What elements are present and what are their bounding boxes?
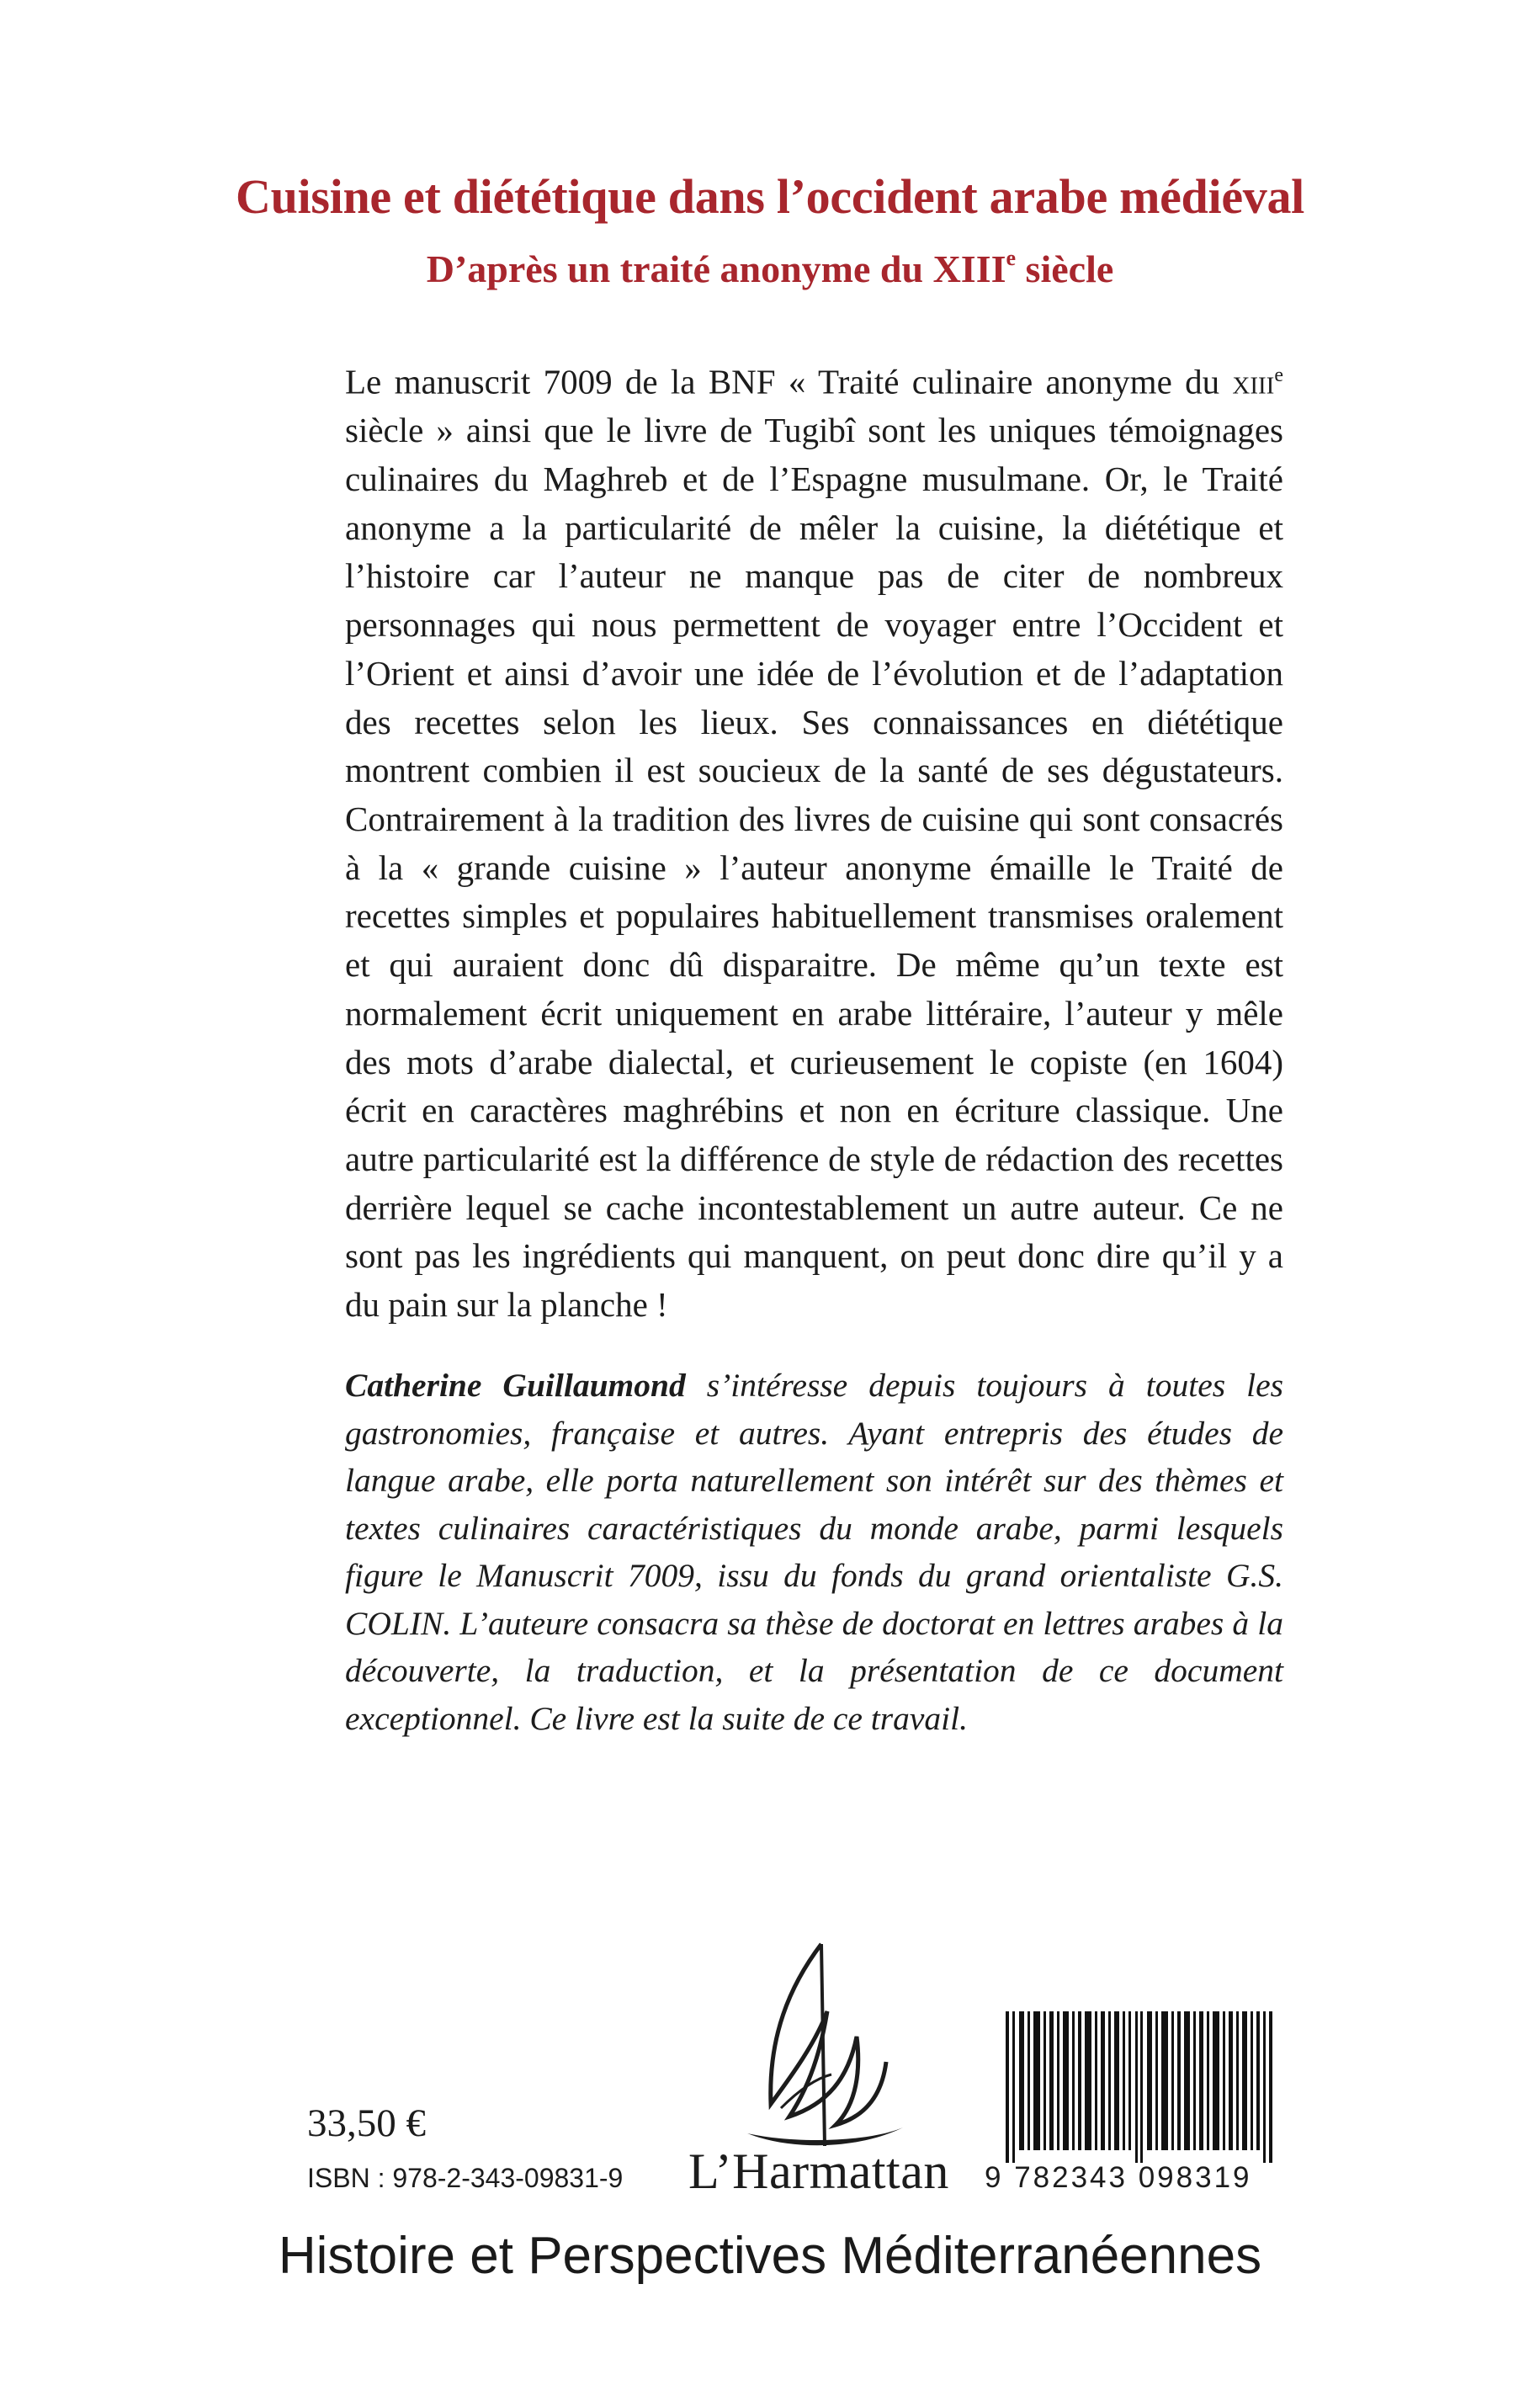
summary-century-sup: e bbox=[1274, 364, 1283, 386]
summary-start: Le manuscrit 7009 de la BNF « Traité culinaire anonyme du bbox=[345, 362, 1233, 401]
book-subtitle bbox=[0, 246, 1540, 291]
book-title: Cuisine et diététique dans l’occident arabe médiéval bbox=[236, 169, 1304, 224]
subtitle-main: D’après un traité anonyme du XIII bbox=[426, 247, 1006, 290]
price: 33,50 € bbox=[307, 2101, 426, 2145]
isbn: ISBN : 978-2-343-09831-9 bbox=[307, 2163, 624, 2193]
author-name: Catherine Guillaumond bbox=[345, 1367, 686, 1404]
subtitle-superscript: e bbox=[1006, 246, 1017, 270]
summary-rest: siècle » ainsi que le livre de Tugibî sont les uniques témoignages culinaires du Maghreb et de l’Espagne musulmane. Or, le Traité anonyme a la particularité de mêler la cuisine, la diététique et l’histoire car l’auteur ne manque pas de citer de nombreux personnages qui nous permettent de voyager entre l’Occident et l’Orient et ainsi d’avoir une idée de l’évolution et de l’adaptation des recettes selon les lieux. Ses connaissances en diététique montrent combien il est soucieux de la santé de ses dégustateurs. Contrairement à la tradition des livres de cuisine qui sont consacrés à la « grande cuisine » l’auteur anonyme émaille le Traité de recettes simples et populaires habituellement transmises oralement et qui auraient donc dû disparaitre. De même qu’un texte est normalement écrit uniquement en arabe littéraire, l’auteur y mêle des mots d’arabe dialectal, et curieusement le copiste (en 1604) écrit en caractères maghrébins et non en écriture classique. Une autre particularité est la différence de style de rédaction des recettes derrière lequel se cache incontestablement un autre auteur. Ce ne sont pas les ingrédients qui manquent, on peut donc dire qu’il y a du pain sur la planche ! bbox=[345, 411, 1283, 1325]
author-bio bbox=[345, 1362, 1283, 1742]
barcode-digits: 9 782343 098319 bbox=[985, 2161, 1252, 2194]
barcode-icon bbox=[1006, 2011, 1273, 2163]
summary-paragraph bbox=[345, 352, 1283, 1330]
collection-name: Histoire et Perspectives Méditerranéennes bbox=[278, 2227, 1262, 2285]
author-bio-text: s’intéresse depuis toujours à toutes les gastronomies, française et autres. Ayant entrepris des études de langue arabe, elle porta naturellement son intérêt sur des thèmes et textes culinaires caractéristiques du monde arabe, parmi lesquels figure le Manuscrit 7009, issu du fonds du grand orientaliste G.S. COLIN. L’auteure consacra sa thèse de doctorat en lettres arabes à la découverte, la traduction, et la présentation de ce document exceptionnel. Ce livre est la suite de ce travail. bbox=[345, 1367, 1283, 1737]
publisher-logo-text: L’Harmattan bbox=[688, 2143, 949, 2199]
subtitle-end: siècle bbox=[1016, 247, 1114, 290]
summary-century: xiii bbox=[1232, 362, 1275, 401]
